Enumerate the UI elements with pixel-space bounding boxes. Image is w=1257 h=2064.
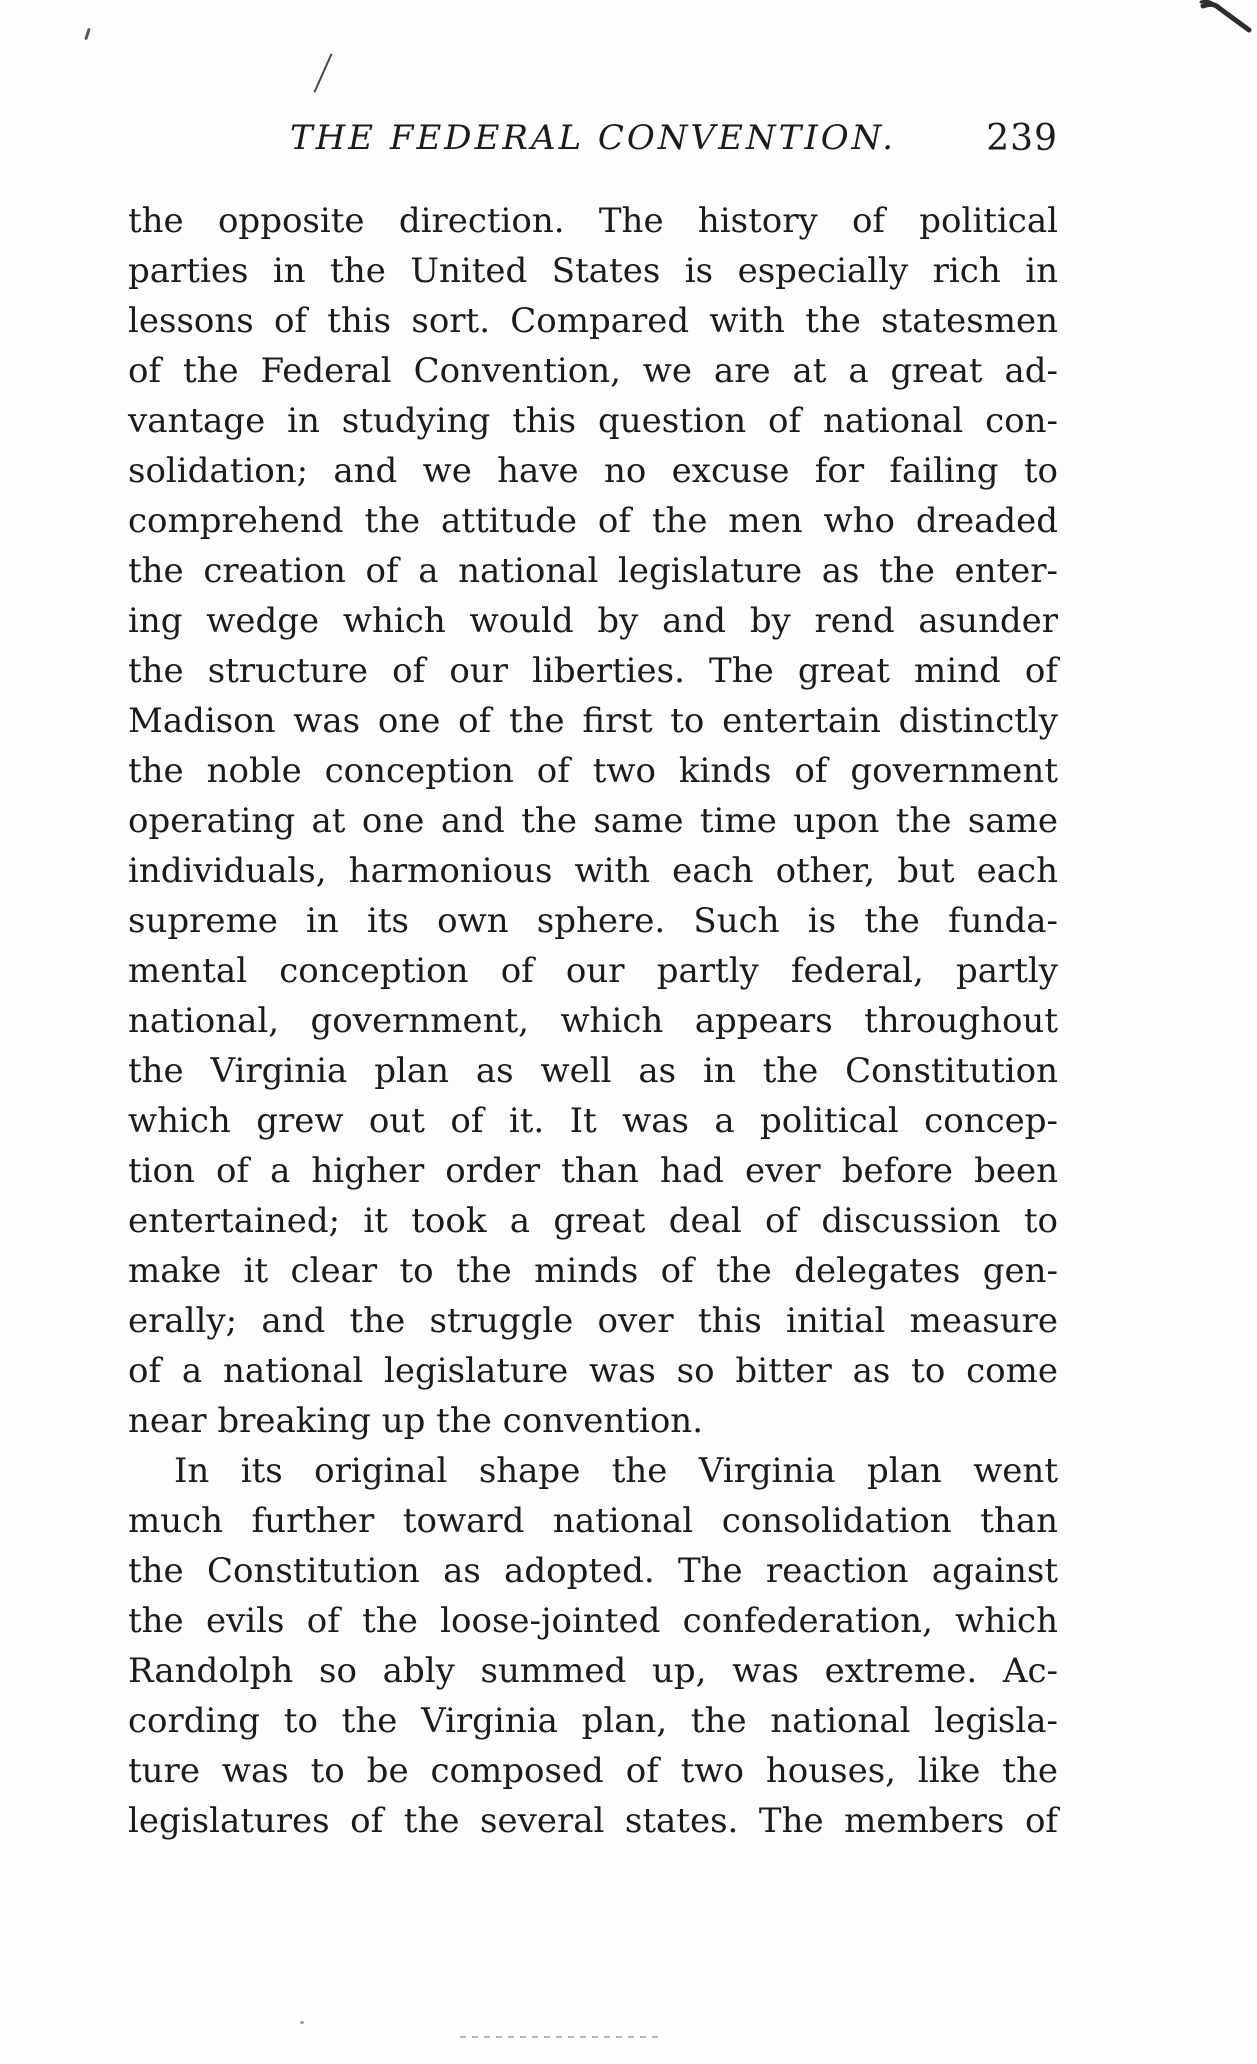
running-title: THE FEDERAL CONVENTION. — [289, 118, 897, 158]
body-text — [128, 196, 1058, 1846]
paragraph — [128, 196, 1058, 1446]
scan-artifact-backslash — [314, 53, 333, 92]
text-line: the creation of a national legislature as the enter- — [128, 551, 1058, 591]
text-line: tion of a higher order than had ever before been — [128, 1151, 1058, 1191]
text-line: In its original shape the Virginia plan went — [174, 1451, 1058, 1491]
text-line: cording to the Virginia plan, the national legisla- — [128, 1701, 1058, 1741]
text-line: much further toward national consolidation than — [128, 1501, 1058, 1541]
text-line: Madison was one of the first to entertain distinctly — [128, 701, 1058, 741]
text-line: legislatures of the several states. The members of — [128, 1801, 1058, 1841]
text-line: lessons of this sort. Compared with the statesmen — [128, 301, 1058, 341]
page-number: 239 — [986, 118, 1058, 159]
text-line: vantage in studying this question of national con- — [128, 401, 1058, 441]
text-line: erally; and the struggle over this initial measure — [128, 1301, 1058, 1341]
text-line: operating at one and the same time upon the same — [128, 801, 1058, 841]
ink-mark-icon — [1199, 0, 1255, 34]
scan-artifact-comma — [84, 28, 91, 40]
text-line: parties in the United States is especially rich in — [128, 251, 1058, 291]
text-line: of a national legislature was so bitter as to come — [128, 1351, 1058, 1391]
paragraph — [128, 1446, 1058, 1846]
scan-artifact-bottom-dot — [300, 2021, 304, 2024]
text-line: make it clear to the minds of the delegates gen- — [128, 1251, 1058, 1291]
text-line: solidation; and we have no excuse for failing to — [128, 451, 1058, 491]
scan-artifact-bottom-rule — [460, 2036, 660, 2038]
text-line: comprehend the attitude of the men who dreaded — [128, 501, 1058, 541]
text-line: individuals, harmonious with each other, but each — [128, 851, 1058, 891]
text-line: supreme in its own sphere. Such is the funda- — [128, 901, 1058, 941]
text-line: entertained; it took a great deal of discussion to — [128, 1201, 1058, 1241]
text-line: of the Federal Convention, we are at a great ad- — [128, 351, 1058, 391]
text-line: Randolph so ably summed up, was extreme. Ac- — [128, 1651, 1058, 1691]
text-line: national, government, which appears throughout — [128, 1001, 1058, 1041]
text-line: near breaking up the convention. — [128, 1401, 704, 1441]
text-line: the evils of the loose-jointed confederation, which — [128, 1601, 1058, 1641]
page-header — [128, 118, 1058, 168]
text-line: the opposite direction. The history of political — [128, 201, 1058, 241]
text-line: the Constitution as adopted. The reaction against — [128, 1551, 1058, 1591]
text-line: the Virginia plan as well as in the Constitution — [128, 1051, 1058, 1091]
text-line: ture was to be composed of two houses, like the — [128, 1751, 1058, 1791]
text-line: the structure of our liberties. The great mind of — [128, 651, 1058, 691]
text-line: ing wedge which would by and by rend asunder — [128, 601, 1058, 641]
text-line: mental conception of our partly federal, partly — [128, 951, 1058, 991]
text-line: the noble conception of two kinds of government — [128, 751, 1058, 791]
text-line: which grew out of it. It was a political concep- — [128, 1101, 1058, 1141]
